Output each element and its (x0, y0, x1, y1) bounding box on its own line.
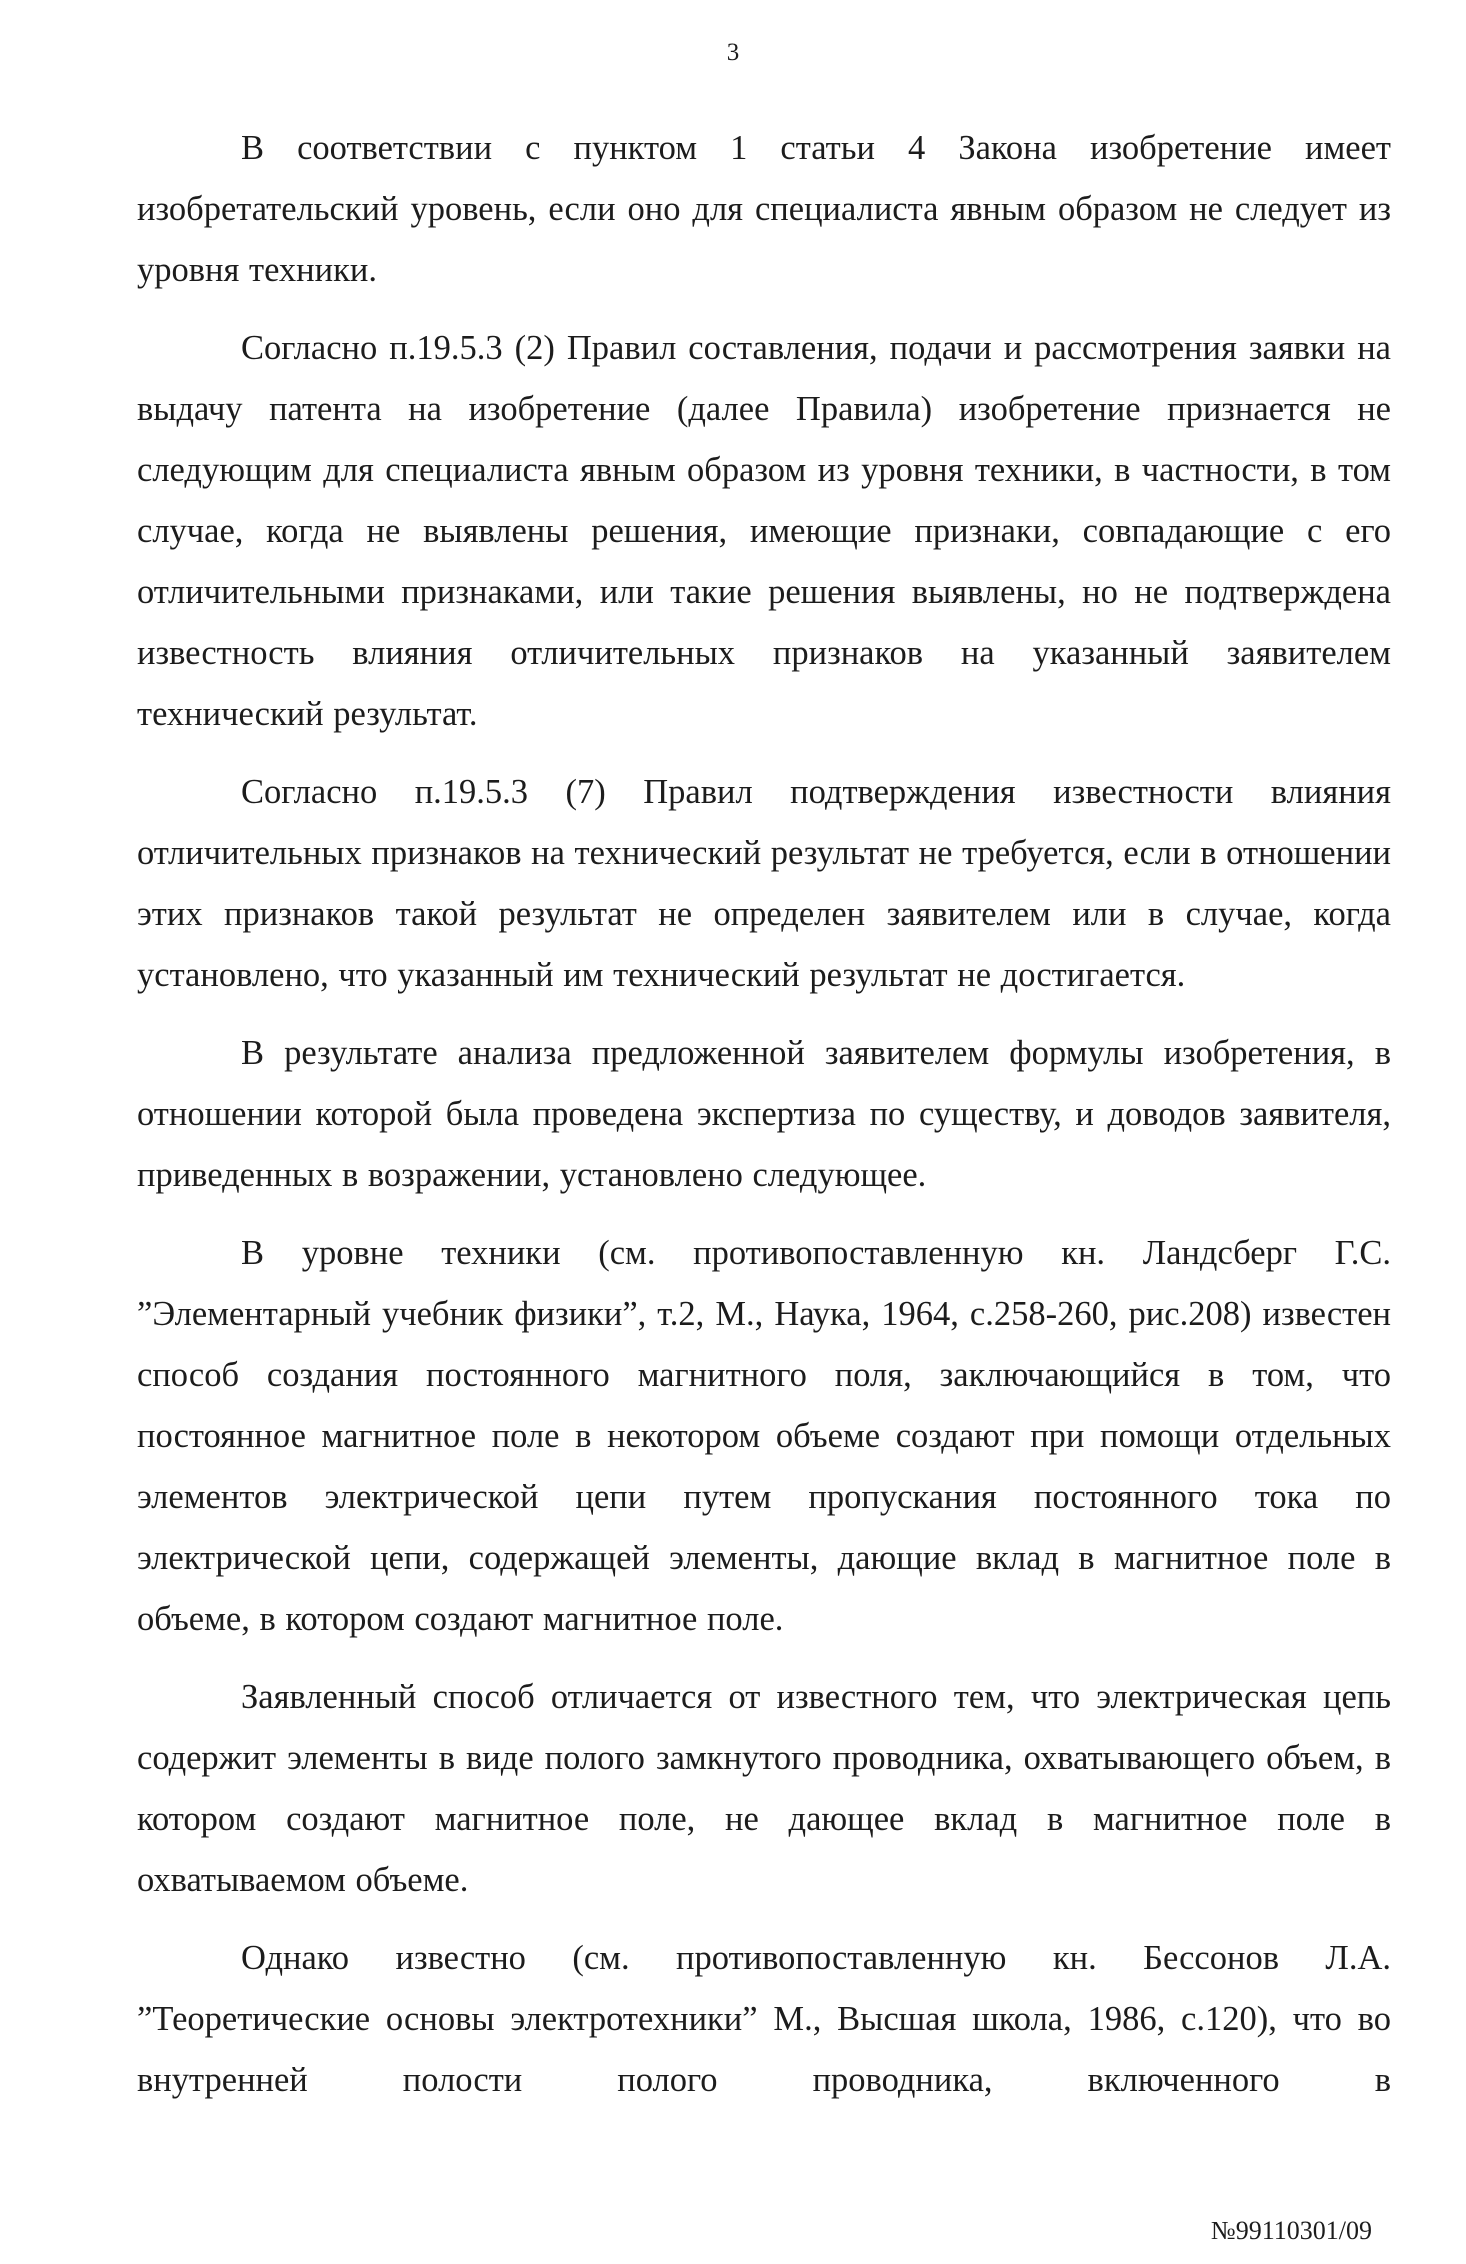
paragraph-analysis-result: В результате анализа предложенной заявителем формулы изобретения, в отношении которой была проведена экспертиза по существу, и доводов заявителя, приведенных в возражении, установлено следующее. (137, 1034, 1391, 1194)
paragraph-rules-19-5-3-7: Согласно п.19.5.3 (7) Правил подтверждения известности влияния отличительных признаков на технический результат не требуется, если в отношении этих признаков такой результат не определен заявителем или в случае, когда установлено, что указанный им технический результат не достигается. (137, 773, 1391, 994)
paragraph-claimed-method-difference: Заявленный способ отличается от известного тем, что электрическая цепь содержит элементы в виде полого замкнутого проводника, охватывающего объем, в котором создают магнитное поле, не дающее вклад в магнитное поле в охватываемом объеме. (137, 1678, 1391, 1899)
document-reference-number: №99110301/09 (1210, 2216, 1372, 2245)
page-number: 3 (726, 39, 740, 66)
paragraph-prior-art-bessonov: Однако известно (см. противопоставленную кн. Бессонов Л.А. ”Теоретические основы электротехники” М., Высшая школа, 1986, с.120), что во внутренней полости полого проводника, включенного в (137, 1939, 1391, 2099)
paragraph-prior-art-landsberg: В уровне техники (см. противопоставленную кн. Ландсберг Г.С. ”Элементарный учебник физики”, т.2, М., Наука, 1964, с.258-260, рис.208) известен способ создания постоянного магнитного поля, заключающийся в том, что постоянное магнитное поле в некотором объеме создают при помощи отдельных элементов электрической цепи путем пропускания постоянного тока по электрической цепи, содержащей элементы, дающие вклад в магнитное поле в объеме, в котором создают магнитное поле. (137, 1234, 1391, 1638)
paragraph-rules-19-5-3-2: Согласно п.19.5.3 (2) Правил составления, подачи и рассмотрения заявки на выдачу патента на изобретение (далее Правила) изобретение признается не следующим для специалиста явным образом из уровня техники, в частности, в том случае, когда не выявлены решения, имеющие признаки, совпадающие с его отличительными признаками, или такие решения выявлены, но не подтверждена известность влияния отличительных признаков на указанный заявителем технический результат. (137, 329, 1391, 733)
paragraph-inventive-step-definition: В соответствии с пунктом 1 статьи 4 Закона изобретение имеет изобретательский уровень, если оно для специалиста явным образом не следует из уровня техники. (137, 129, 1391, 289)
document-body (137, 118, 1391, 2128)
